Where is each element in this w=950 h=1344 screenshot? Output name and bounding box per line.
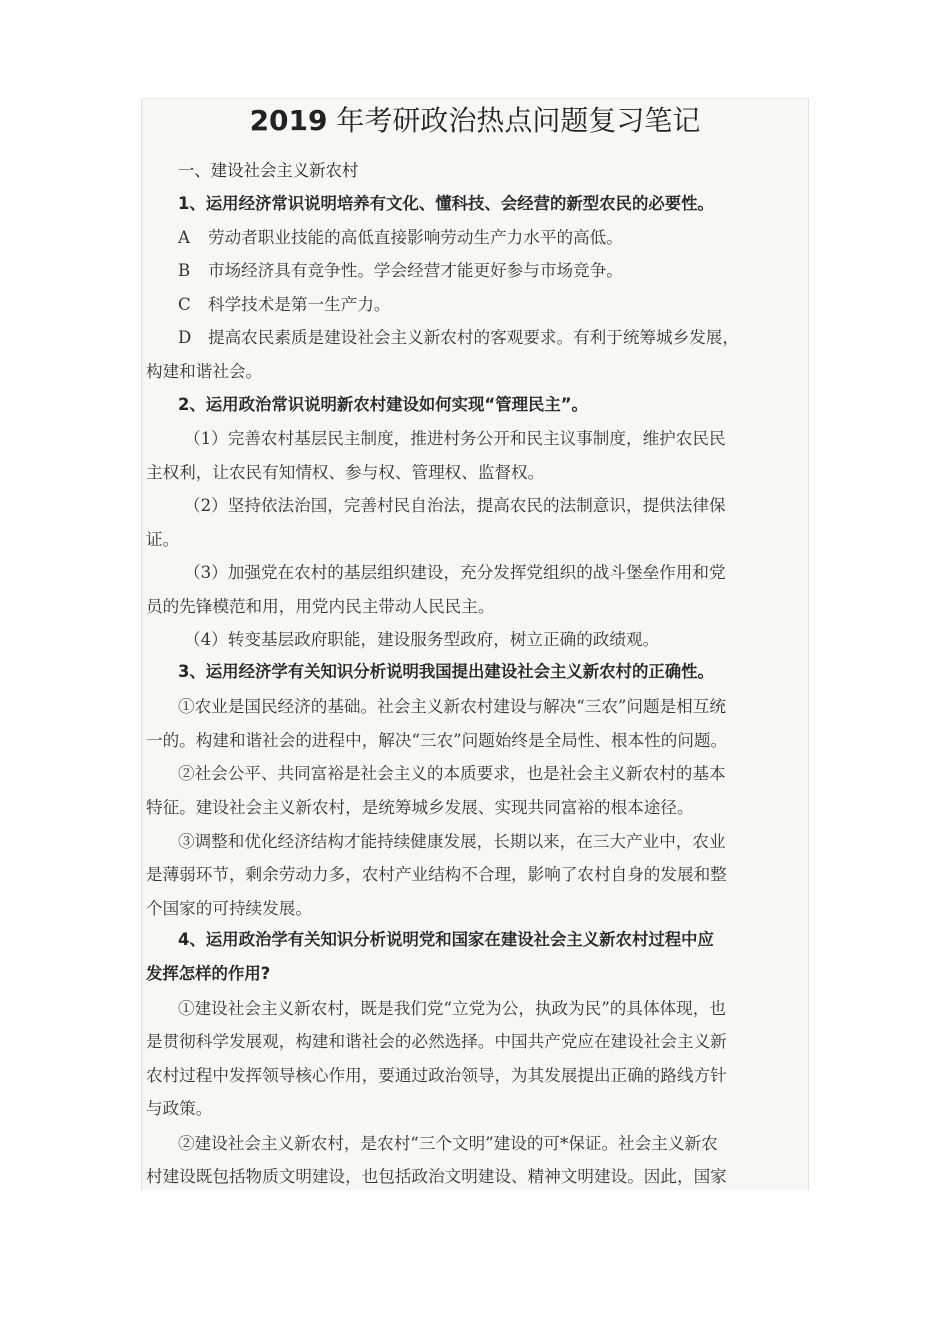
question-1-title: 1、运用经济常识说明培养有文化、懂科技、会经营的新型农民的必要性。	[178, 194, 714, 213]
option-letter: C	[178, 295, 191, 314]
q2-point-1: （1）完善农村基层民主制度，推进村务公开和民主议事制度，维护农民民	[184, 429, 726, 448]
q2-point-3-cont: 员的先锋模范和用，用党内民主带动人民民主。	[146, 597, 495, 616]
q3-point-2-cont: 特征。建设社会主义新农村，是统筹城乡发展、实现共同富裕的根本途径。	[146, 798, 694, 817]
q4-point-2: ②建设社会主义新农村，是农村“三个文明”建设的可*保证。社会主义新农	[178, 1134, 718, 1153]
option-letter: D	[178, 328, 192, 347]
page-title	[142, 101, 808, 141]
option-text: 市场经济具有竞争性。学会经营才能更好参与市场竞争。	[208, 261, 623, 280]
q3-point-3: ③调整和优化经济结构才能持续健康发展，长期以来，在三大产业中，农业	[178, 832, 726, 851]
section-heading: 一、建设社会主义新农村	[178, 161, 359, 180]
option-text: 劳动者职业技能的高低直接影响劳动生产力水平的高低。	[208, 228, 623, 247]
option-letter: A	[178, 228, 190, 247]
question-3-title: 3、运用经济学有关知识分析说明我国提出建设社会主义新农村的正确性。	[178, 662, 714, 681]
q2-point-4: （4）转变基层政府职能，建设服务型政府，树立正确的政绩观。	[184, 630, 660, 649]
q2-point-2-cont: 证。	[146, 530, 180, 549]
option-letter: B	[178, 261, 191, 280]
question-4-title-cont: 发挥怎样的作用?	[146, 964, 271, 983]
option-a	[178, 221, 808, 255]
q3-point-1: ①农业是国民经济的基础。社会主义新农村建设与解决“三农”问题是相互统	[178, 697, 726, 716]
option-d	[178, 321, 808, 355]
q3-point-3-cont2: 个国家的可持续发展。	[146, 899, 312, 918]
q2-point-3: （3）加强党在农村的基层组织建设，充分发挥党组织的战斗堡垒作用和党	[184, 563, 726, 582]
q3-point-3-cont: 是薄弱环节，剩余劳动力多，农村产业结构不合理，影响了农村自身的发展和整	[146, 865, 727, 884]
option-d-continued: 构建和谐社会。	[146, 362, 263, 381]
title-year: 2019	[249, 104, 328, 137]
q2-point-2: （2）坚持依法治国，完善村民自治法，提高农民的法制意识，提供法律保	[184, 496, 726, 515]
q4-point-1-cont3: 与政策。	[146, 1099, 213, 1118]
option-text: 提高农民素质是建设社会主义新农村的客观要求。有利于统筹城乡发展，	[208, 328, 739, 347]
q3-point-2: ②社会公平、共同富裕是社会主义的本质要求，也是社会主义新农村的基本	[178, 764, 726, 783]
question-4-title: 4、运用政治学有关知识分析说明党和国家在建设社会主义新农村过程中应	[178, 930, 714, 949]
q2-point-1-cont: 主权利，让农民有知情权、参与权、管理权、监督权。	[146, 463, 545, 482]
q4-point-1: ①建设社会主义新农村，既是我们党“立党为公，执政为民”的具体体现，也	[178, 999, 726, 1018]
option-text: 科学技术是第一生产力。	[208, 295, 391, 314]
title-text: 年考研政治热点问题复习笔记	[327, 104, 701, 137]
q3-point-1-cont: 一的。构建和谐社会的进程中，解决“三农”问题始终是全局性、根本性的问题。	[146, 731, 728, 750]
option-b	[178, 254, 808, 288]
option-c	[178, 288, 808, 322]
q4-point-1-cont: 是贯彻科学发展观，构建和谐社会的必然选择。中国共产党应在建设社会主义新	[146, 1032, 727, 1051]
document-page	[141, 98, 809, 1190]
q4-point-1-cont2: 农村过程中发挥领导核心作用，要通过政治领导，为其发展提出正确的路线方针	[146, 1066, 727, 1085]
question-2-title: 2、运用政治常识说明新农村建设如何实现“管理民主”。	[178, 395, 588, 414]
q4-point-2-cont: 村建设既包括物质文明建设，也包括政治文明建设、精神文明建设。因此，国家	[146, 1167, 727, 1186]
